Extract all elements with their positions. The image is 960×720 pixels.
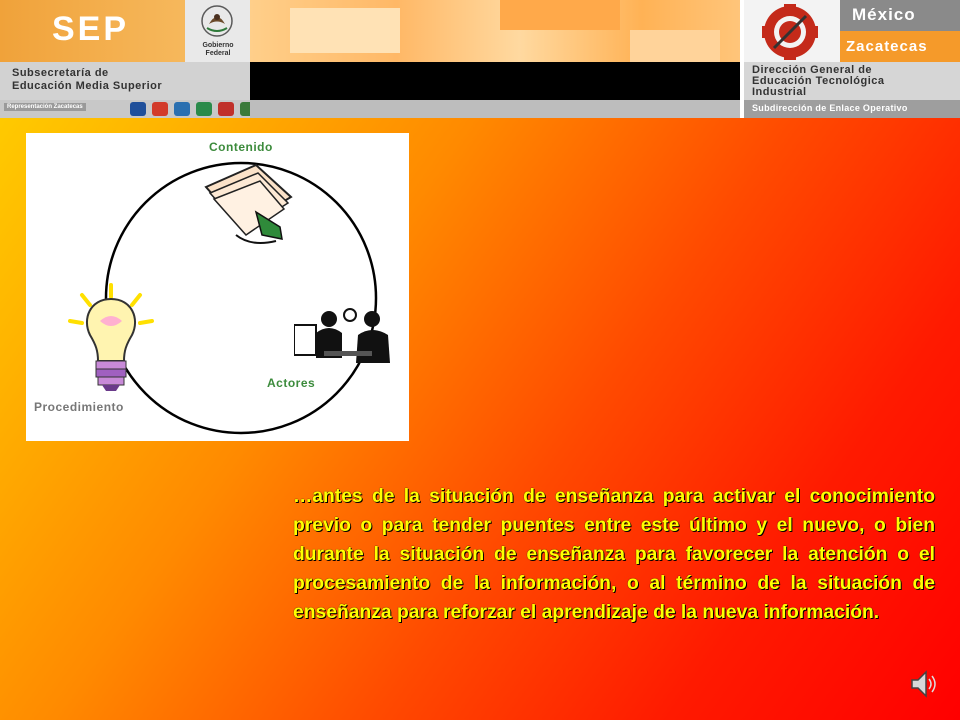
mexico-label: México bbox=[852, 5, 916, 24]
institution-logos bbox=[130, 102, 256, 116]
label-contenido: Contenido bbox=[209, 140, 273, 154]
institution-logo-icon bbox=[152, 102, 168, 116]
lightbulb-icon bbox=[66, 281, 156, 396]
subsecretaria-box bbox=[0, 62, 250, 100]
documents-icon bbox=[196, 157, 306, 247]
sep-logo bbox=[0, 0, 185, 62]
institution-logo-icon bbox=[218, 102, 234, 116]
zacatecas-box bbox=[840, 31, 960, 62]
subdireccion-label: Subdirección de Enlace Operativo bbox=[752, 103, 908, 113]
representacion-bar bbox=[0, 100, 250, 118]
gobierno-label: Gobierno Federal bbox=[202, 42, 234, 57]
decorative-blocks bbox=[250, 0, 740, 62]
zacatecas-label: Zacatecas bbox=[846, 38, 928, 55]
dgeti-box bbox=[744, 62, 960, 100]
institution-logo-icon bbox=[174, 102, 190, 116]
subsecretaria-label: Subsecretaría de Educación Media Superior bbox=[12, 67, 163, 92]
dgb-logo-icon bbox=[130, 102, 146, 116]
people-icon bbox=[294, 303, 394, 368]
eagle-seal-icon bbox=[197, 4, 237, 38]
dgeti-label: Dirección General de Educación Tecnológica Industrial bbox=[752, 64, 885, 98]
body-paragraph: …antes de la situación de enseñanza para activar el conocimiento previo o para tender puentes entre este último y el nuevo, o bien durante la situación de enseñanza para favorecer la atención o el procesamiento de la información, o al término de la situación de enseñanza para reforzar el aprendizaje de la nueva información. bbox=[293, 486, 935, 623]
header-gray-strip bbox=[250, 100, 740, 118]
representacion-label: Representación Zacatecas bbox=[4, 103, 86, 111]
subdireccion-box bbox=[744, 100, 960, 118]
cycle-diagram bbox=[26, 133, 409, 441]
header-black-bar bbox=[250, 62, 740, 100]
header-banner bbox=[0, 0, 960, 118]
mexico-box bbox=[840, 0, 960, 31]
gobierno-federal-logo bbox=[185, 0, 250, 62]
institution-logo-icon bbox=[196, 102, 212, 116]
label-procedimiento: Procedimiento bbox=[34, 400, 124, 414]
speaker-icon[interactable] bbox=[908, 668, 938, 700]
sep-label: SEP bbox=[52, 10, 130, 48]
dgeti-emblem bbox=[744, 0, 840, 62]
gear-emblem-icon bbox=[744, 0, 840, 62]
label-actores: Actores bbox=[267, 376, 316, 390]
